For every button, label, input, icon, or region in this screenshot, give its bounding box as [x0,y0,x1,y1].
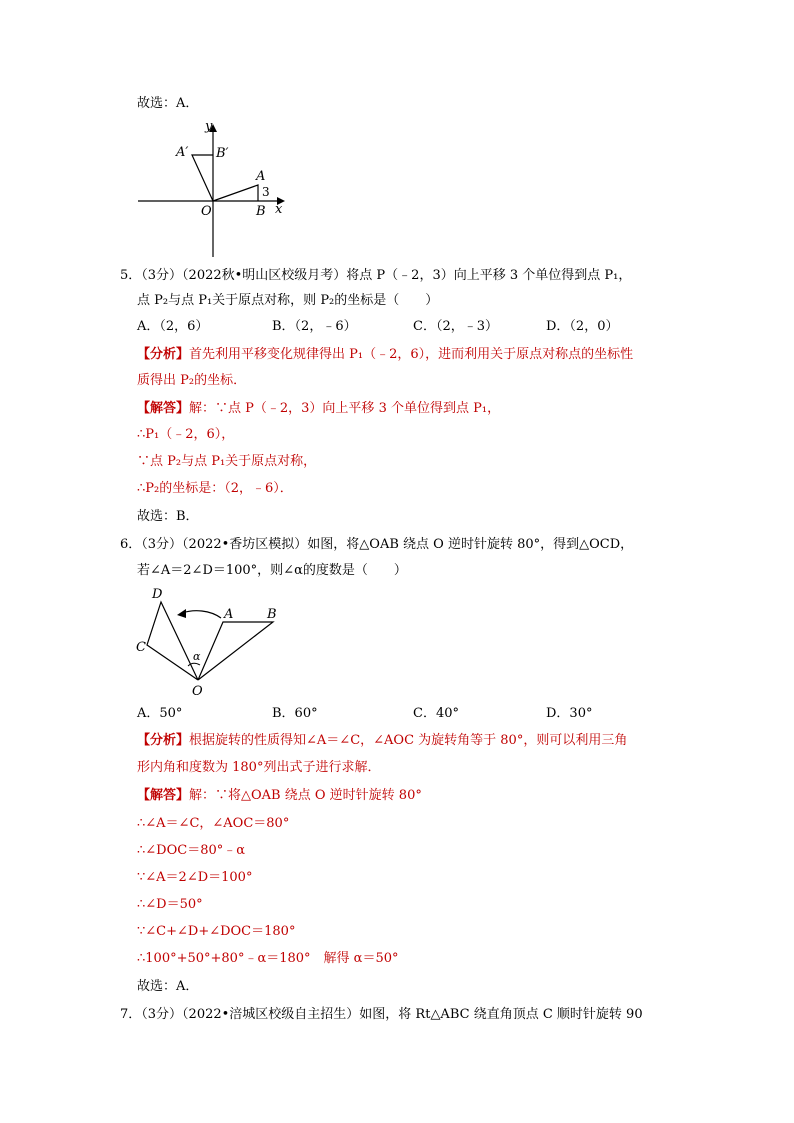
q5-option-d: D．（2，0） [546,319,619,334]
q6-solution-tag: 【解答】 [137,788,190,803]
q5-solution-tag: 【解答】 [137,401,190,416]
point-d-label: D [152,587,163,602]
q5-stem-line1: 5．（3分）（2022秋•明山区校级月考）将点 P（﹣2，3）向上平移 3 个单位得到点 P₁， [120,268,632,283]
q6-option-a: A．50° [137,706,183,721]
length-3-label: 3 [262,185,270,199]
point-o-label: O [192,684,203,699]
q6-stem-line1: 6．（3分）（2022•香坊区模拟）如图，将△OAB 绕点 O 逆时针旋转 80°，得到△OCD， [120,537,634,552]
point-b-label: B [256,204,266,219]
y-axis-label: y [205,119,213,134]
q5-option-b: B．（2，﹣6） [272,319,357,334]
point-a-label: A [224,607,234,622]
q6-option-d: D．30° [546,706,593,721]
angle-alpha-label: α [193,650,201,663]
x-axis-label: x [275,202,283,217]
q6-solution-line7: ∴100°+50°+80°﹣α＝180° 解得 α＝50° [137,951,399,966]
q6-analysis-line2: 形内角和度数为 180°列出式子进行求解． [137,760,381,775]
point-b-prime-label: B′ [216,146,229,161]
q6-rotation-figure [130,582,290,700]
point-a-prime-label: A′ [176,145,189,160]
q6-analysis-tag: 【分析】 [137,733,190,748]
q6-solution-line4: ∵∠A＝2∠D＝100° [137,870,253,885]
q5-analysis-line2: 质得出 P₂的坐标． [137,373,247,388]
q5-stem-line2: 点 P₂与点 P₁关于原点对称，则 P₂的坐标是（ ） [137,293,439,308]
q6-solution-line3: ∴∠DOC＝80°﹣α [137,843,246,858]
q4-answer: 故选：A． [137,96,199,111]
q5-solution-line2: ∴P₁（﹣2，6）， [137,427,235,442]
q5-answer: 故选：B． [137,509,199,524]
q6-solution-text: 解：∵将△OAB 绕点 O 逆时针旋转 80° [189,788,422,803]
q5-solution-line1 [137,400,500,418]
q5-solution-line3: ∵点 P₂与点 P₁关于原点对称， [137,454,317,469]
q6-analysis-line1 [137,732,627,750]
q6-stem-line2: 若∠A＝2∠D＝100°，则∠α的度数是（ ） [137,563,407,578]
q5-analysis-text: 首先利用平移变化规律得出 P₁（﹣2，6），进而利用关于原点对称点的坐标性 [189,347,634,362]
q6-option-b: B．60° [272,706,318,721]
q5-analysis-line1 [137,346,633,364]
point-b-label: B [267,607,277,622]
q5-analysis-tag: 【分析】 [137,347,190,362]
q5-option-c: C．（2，﹣3） [413,319,498,334]
q6-solution-line2: ∴∠A＝∠C，∠AOC＝80° [137,816,290,831]
q5-solution-line4: ∴P₂的坐标是：（2，﹣6）． [137,481,293,496]
q7-stem-line1: 7．（3分）（2022•涪城区校级自主招生）如图，将 Rt△ABC 绕直角顶点 C 顺时针旋转 90 [120,1007,643,1022]
q6-solution-line5: ∴∠D＝50° [137,897,203,912]
point-c-label: C [136,640,146,655]
q6-analysis-text: 根据旋转的性质得知∠A＝∠C，∠AOC 为旋转角等于 80°，则可以利用三角 [189,733,628,748]
q6-option-c: C．40° [413,706,459,721]
q6-solution-line6: ∵∠C+∠D+∠DOC＝180° [137,924,296,939]
origin-label: O [201,204,212,219]
q6-answer: 故选：A． [137,979,199,994]
q6-solution-line1 [137,787,422,805]
q4-coordinate-figure [130,115,300,260]
q5-option-a: A．（2，6） [137,319,209,334]
point-a-label: A [256,169,266,184]
q5-solution-text: 解：∵点 P（﹣2，3）向上平移 3 个单位得到点 P₁， [189,401,501,416]
